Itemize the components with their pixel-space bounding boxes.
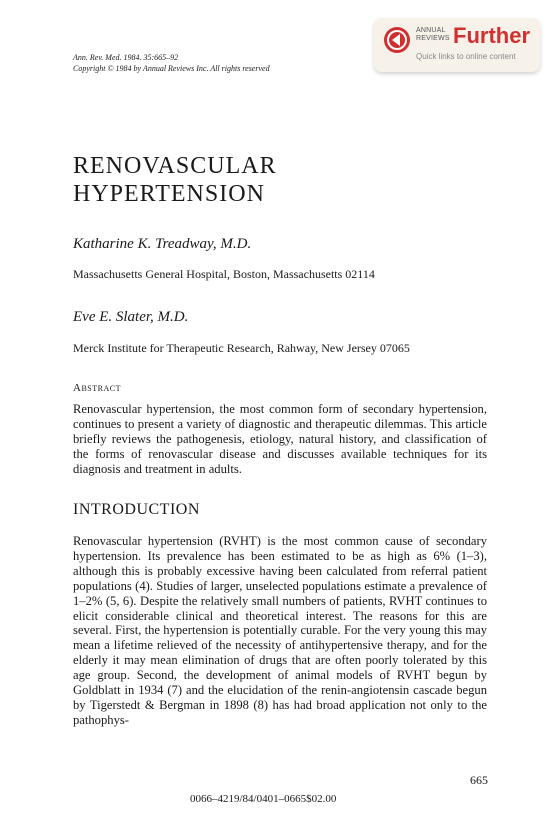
- badge-brand: Further: [453, 23, 530, 48]
- footer-code: 0066–4219/84/0401–0665$02.00: [190, 793, 337, 805]
- author-name: Katharine K. Treadway, M.D.: [73, 236, 252, 252]
- journal-citation: [73, 52, 270, 74]
- introduction-text: Renovascular hypertension (RVHT) is the most common cause of secondary hypertension. Its prevalence has been estimated to be as high as 6% (1–3), although this is probably excessive having been calculated from referral patient populations (4). Studies of larger, unselected populations estimate a prevalence of 1–2% (5, 6). Despite the relatively small numbers of patients, RVHT continues to elicit considerable clinical and theoretical interest. The reasons for this are several. First, the hypertension is potentially curable. For the very young this may mean a lifetime relieved of the necessity of antihypertensive therapy, and for the elderly it may mean elimination of drugs that are often poorly tolerated by this age group. Second, the development of animal models of RVHT begun by Goldblatt in 1934 (7) and the elucidation of the renin-angiotensin cascade begun by Tigerstedt & Bergman in 1898 (8) has had broad application not only to the pathophys-: [73, 534, 487, 727]
- introduction-heading: INTRODUCTION: [73, 501, 200, 518]
- author-affiliation: Massachusetts General Hospital, Boston, Massachusetts 02114: [73, 267, 375, 281]
- abstract-text: Renovascular hypertension, the most common form of secondary hypertension, continues to present a variety of diagnostic and therapeutic dilemmas. This article briefly reviews the pathogenesis, etiology, natural history, and classification of the forms of renovascular disease and discusses available techniques for its diagnosis and treatment in adults.: [73, 402, 487, 476]
- badge-annual-text: ANNUAL: [416, 27, 446, 34]
- title-line-2: HYPERTENSION: [73, 181, 265, 207]
- badge-small-label: [416, 27, 450, 43]
- annual-reviews-logo-icon: [383, 26, 411, 54]
- article-title: [73, 152, 277, 208]
- abstract-heading: Abstract: [73, 382, 121, 394]
- author-affiliation: Merck Institute for Therapeutic Research, Rahway, New Jersey 07065: [73, 341, 410, 355]
- annual-reviews-further-badge[interactable]: [374, 18, 540, 72]
- title-line-1: RENOVASCULAR: [73, 153, 277, 179]
- page-number: 665: [470, 773, 488, 787]
- badge-reviews-text: REVIEWS: [416, 35, 450, 42]
- author-name: Eve E. Slater, M.D.: [73, 309, 189, 325]
- citation-line-1: Ann. Rev. Med. 1984. 35:665–92: [73, 53, 179, 62]
- citation-line-2: Copyright © 1984 by Annual Reviews Inc. All rights reserved: [73, 64, 270, 73]
- badge-subtitle: Quick links to online content: [416, 52, 516, 61]
